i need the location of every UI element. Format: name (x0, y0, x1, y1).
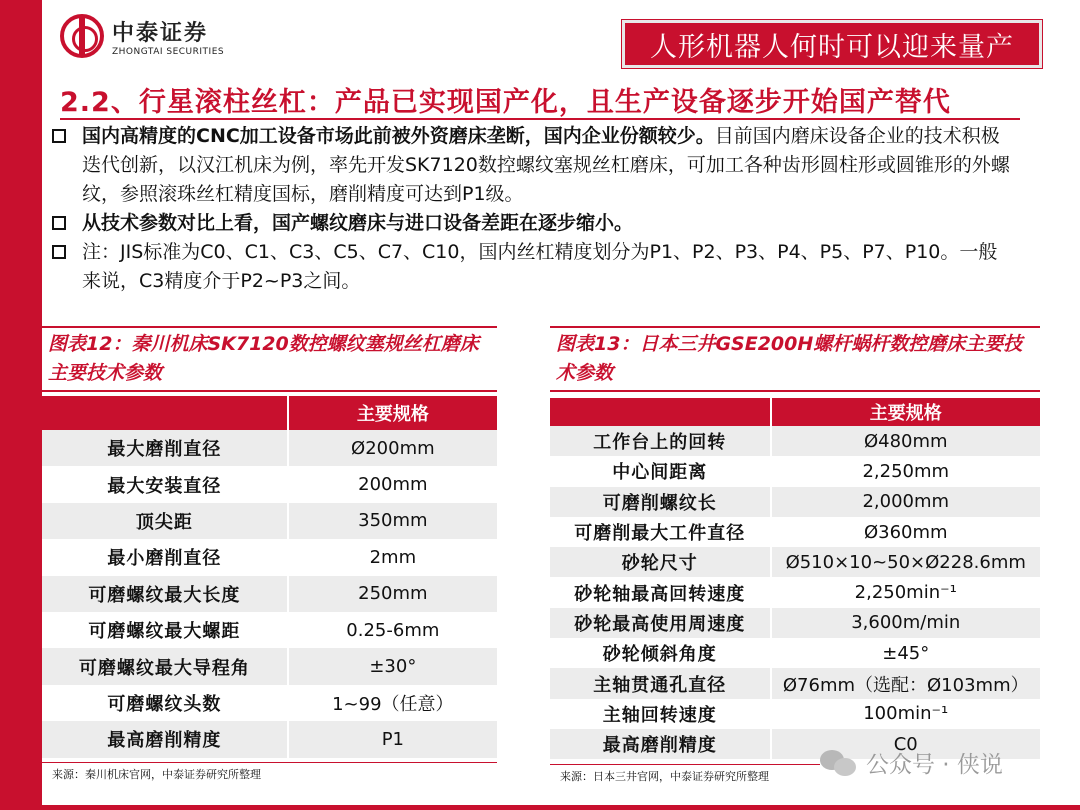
bullet-item (52, 238, 1012, 296)
table-right-source: 来源：日本三井官网，中泰证券研究所整理 (560, 770, 769, 783)
table-row (550, 547, 1040, 577)
section-title: 2.2、行星滚柱丝杠：产品已实现国产化，且生产设备逐步开始国产替代 (60, 87, 951, 118)
checkbox-bullet-icon (52, 129, 66, 143)
logo-emblem-icon (60, 14, 104, 58)
table-header-row (42, 396, 497, 430)
param-label: 最小磨削直径 (42, 539, 288, 575)
table-row (550, 517, 1040, 547)
table-row (550, 487, 1040, 517)
table-right-caption: 图表13：日本三井GSE200H螺杆蜗杆数控磨床主要技术参数 (550, 326, 1040, 392)
watermark-text: 公众号 · 侠说 (866, 752, 1003, 778)
logo-chinese-name: 中泰证券 (112, 20, 209, 46)
param-label: 可磨削最大工件直径 (550, 517, 771, 547)
param-value: C0 (771, 729, 1041, 759)
param-label: 砂轮最高使用周速度 (550, 608, 771, 638)
param-label: 最大安装直径 (42, 466, 288, 502)
bullet-text: 注：JIS标准为C0、C1、C3、C5、C7、C10，国内丝杠精度划分为P1、P2、P3、P4、P5、P7、P10。一般来说，C3精度介于P2~P3之间。 (82, 241, 998, 292)
title-divider (60, 118, 1020, 120)
param-value: Ø200mm (288, 430, 497, 466)
param-value: Ø510×10~50×Ø228.6mm (771, 547, 1041, 577)
param-value: 2,000mm (771, 487, 1041, 517)
checkbox-bullet-icon (52, 216, 66, 230)
bottom-accent-bar (0, 805, 1080, 810)
table-left-source: 来源：秦川机床官网，中泰证券研究所整理 (52, 768, 261, 781)
table-row (42, 539, 497, 575)
source-divider-left (42, 762, 497, 763)
table-header-spec: 主要规格 (771, 398, 1041, 426)
logo-text (112, 16, 224, 57)
table-row (550, 456, 1040, 486)
param-value: 250mm (288, 576, 497, 612)
table-row (550, 668, 1040, 698)
table-header-blank (42, 396, 288, 430)
table-header-row (550, 398, 1040, 426)
param-value: P1 (288, 721, 497, 757)
param-value: 2,250mm (771, 456, 1041, 486)
param-label: 主轴回转速度 (550, 699, 771, 729)
param-value: 350mm (288, 503, 497, 539)
table-row (42, 612, 497, 648)
param-label: 中心间距离 (550, 456, 771, 486)
param-value: Ø480mm (771, 426, 1041, 456)
param-label: 可磨螺纹头数 (42, 685, 288, 721)
spec-table-mitsui (550, 398, 1040, 759)
param-value: 0.25-6mm (288, 612, 497, 648)
param-value: 1~99（任意） (288, 685, 497, 721)
table-row (42, 685, 497, 721)
table-row (550, 699, 1040, 729)
wechat-icon (820, 748, 858, 778)
param-label: 顶尖距 (42, 503, 288, 539)
bullet-bold-text: 国内高精度的CNC加工设备市场此前被外资磨床垄断，国内企业份额较少。 (82, 125, 715, 147)
table-header-spec: 主要规格 (288, 396, 497, 430)
bullet-text: 目前国内磨床设备企业的技术积极迭代创新，以汉江机床为例，率先开发SK7120数控螺纹塞规丝杠磨床，可加工各种齿形圆柱形或圆锥形的外螺纹，参照滚珠丝杠精度国标，磨削精度可达到P1级。 (82, 125, 1010, 205)
table-row (550, 426, 1040, 456)
bullet-bold-text: 从技术参数对比上看，国产螺纹磨床与进口设备差距在逐步缩小。 (82, 212, 634, 234)
source-divider-right (550, 764, 820, 765)
param-label: 最大磨削直径 (42, 430, 288, 466)
bullet-item (52, 122, 1012, 209)
left-accent-bar (0, 0, 42, 810)
table-row (42, 721, 497, 757)
param-label: 可磨削螺纹长 (550, 487, 771, 517)
param-label: 最高磨削精度 (42, 721, 288, 757)
table-row (42, 503, 497, 539)
param-value: Ø76mm（选配：Ø103mm） (771, 668, 1041, 698)
param-label: 可磨螺纹最大长度 (42, 576, 288, 612)
param-label: 最高磨削精度 (550, 729, 771, 759)
watermark (820, 746, 1003, 779)
table-row (550, 577, 1040, 607)
table-row (42, 466, 497, 502)
param-value: 200mm (288, 466, 497, 502)
param-label: 可磨螺纹最大导程角 (42, 648, 288, 684)
param-value: ±45° (771, 638, 1041, 668)
table-row (42, 576, 497, 612)
param-label: 砂轮轴最高回转速度 (550, 577, 771, 607)
param-label: 主轴贯通孔直径 (550, 668, 771, 698)
param-label: 砂轮尺寸 (550, 547, 771, 577)
spec-table-qinchuan (42, 396, 497, 758)
table-row (42, 430, 497, 466)
table-row (550, 638, 1040, 668)
param-value: Ø360mm (771, 517, 1041, 547)
bullet-item (52, 209, 1012, 238)
company-logo (60, 14, 224, 58)
checkbox-bullet-icon (52, 245, 66, 259)
param-value: 100min⁻¹ (771, 699, 1041, 729)
table-left-caption: 图表12：秦川机床SK7120数控螺纹塞规丝杠磨床主要技术参数 (42, 326, 497, 392)
bullet-list (52, 122, 1012, 296)
table-header-blank (550, 398, 771, 426)
param-value: 2,250min⁻¹ (771, 577, 1041, 607)
param-label: 可磨螺纹最大螺距 (42, 612, 288, 648)
param-value: 3,600m/min (771, 608, 1041, 638)
deck-title: 人形机器人何时可以迎来量产 (622, 20, 1042, 68)
param-label: 工作台上的回转 (550, 426, 771, 456)
table-row (42, 648, 497, 684)
param-value: ±30° (288, 648, 497, 684)
logo-english-name: ZHONGTAI SECURITIES (112, 46, 225, 57)
param-label: 砂轮倾斜角度 (550, 638, 771, 668)
table-row (550, 608, 1040, 638)
param-value: 2mm (288, 539, 497, 575)
